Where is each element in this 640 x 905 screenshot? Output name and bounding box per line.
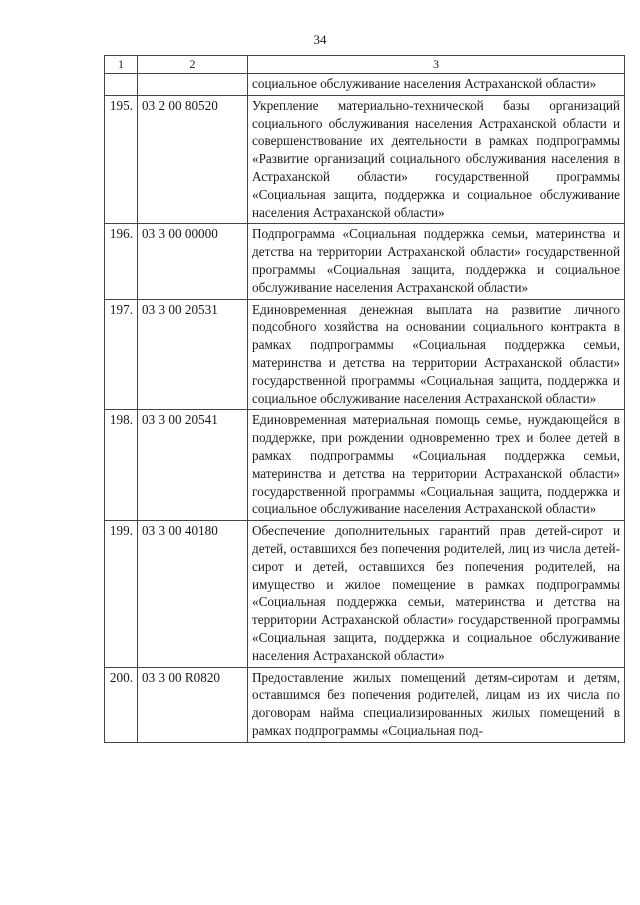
table-row: [105, 410, 625, 521]
row-description: Обеспечение дополнительных гарантий прав детей-сирот и детей, оставшихся без попечения родителей, лиц из числа детей-сирот и детей, оставшихся без попечения родителей, на имущество и жилое помещение в рамках подпрограммы «Социальная поддержка семьи, материнства и детства на территории Астраханской области» государственной программы «Социальная защита, поддержка и социальное обслуживание населения Астраханской области»: [248, 521, 625, 667]
table-row: [105, 667, 625, 742]
row-number: [105, 74, 138, 96]
row-description: Единовременная материальная помощь семье, нуждающейся в поддержке, при рождении одновременно трех и более детей в рамках подпрограммы «Социальная поддержка семьи, материнства и детства на территории Астраханской области» государственной программы «Социальная защита, поддержка и социальное обслуживание населения Астраханской области»: [248, 410, 625, 521]
table-header-row: [105, 56, 625, 74]
row-code: 03 3 00 R0820: [138, 667, 248, 742]
row-code: 03 3 00 20531: [138, 299, 248, 410]
table-row: [105, 521, 625, 667]
column-header: 3: [248, 56, 625, 74]
row-code: 03 3 00 00000: [138, 224, 248, 299]
row-code: [138, 74, 248, 96]
column-header: 2: [138, 56, 248, 74]
row-number: 197.: [105, 299, 138, 410]
row-description: Предоставление жилых помещений детям-сиротам и детям, оставшимся без попечения родителей, лицам из их числа по договорам найма специализированных жилых помещений в рамках подпрограммы «Социальная под-: [248, 667, 625, 742]
row-number: 198.: [105, 410, 138, 521]
row-number: 200.: [105, 667, 138, 742]
row-code: 03 3 00 40180: [138, 521, 248, 667]
page-number: 34: [313, 32, 327, 47]
row-number: 196.: [105, 224, 138, 299]
row-description: Укрепление материально-технической базы организаций социального обслуживания населения Астраханской области и совершенствование их деятельности в рамках подпрограммы «Развитие организаций социального обслуживания населения в Астраханской области» государственной программы «Социальная защита, поддержка и социальное обслуживание населения Астраханской области»: [248, 95, 625, 224]
row-code: 03 3 00 20541: [138, 410, 248, 521]
row-number: 195.: [105, 95, 138, 224]
column-header: 1: [105, 56, 138, 74]
table-row: [105, 299, 625, 410]
row-description: социальное обслуживание населения Астраханской области»: [248, 74, 625, 96]
row-description: Подпрограмма «Социальная поддержка семьи, материнства и детства на территории Астраханской области» государственной программы «Социальная защита, поддержка и социальное обслуживание населения Астраханской области»: [248, 224, 625, 299]
row-code: 03 2 00 80520: [138, 95, 248, 224]
table-row: [105, 95, 625, 224]
table-row: [105, 224, 625, 299]
budget-classification-table: [104, 55, 625, 743]
row-description: Единовременная денежная выплата на развитие личного подсобного хозяйства на основании социального контракта в рамках подпрограммы «Социальная поддержка семьи, материнства и детства на территории Астраханской области» государственной программы «Социальная защита, поддержка и социальное обслуживание населения Астраханской области»: [248, 299, 625, 410]
row-number: 199.: [105, 521, 138, 667]
table-row: [105, 74, 625, 96]
